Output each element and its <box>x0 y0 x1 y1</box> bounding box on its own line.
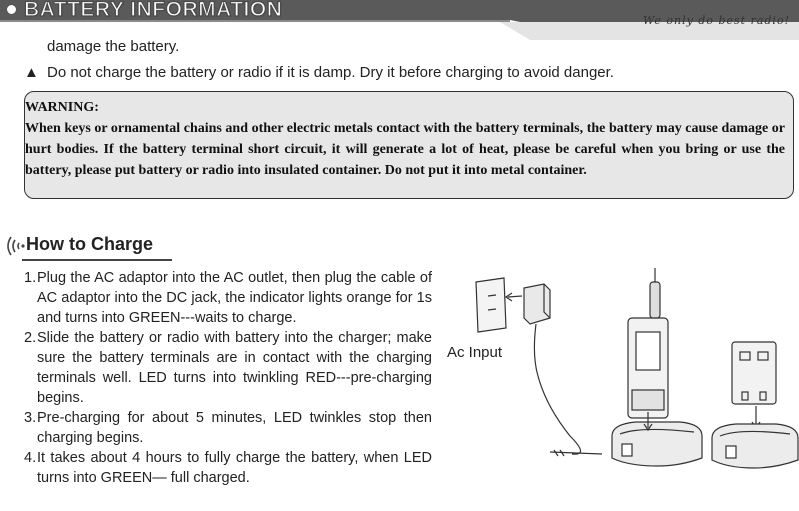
step-item <box>24 408 432 448</box>
continued-line: damage the battery. <box>47 38 180 55</box>
step-text: It takes about 4 hours to fully charge the battery, when LED turns into GREEN— full charged. <box>37 450 432 486</box>
header-bullet-icon <box>6 4 17 15</box>
step-item <box>24 268 432 328</box>
step-item <box>24 328 432 408</box>
bullet-text: Do not charge the battery or radio if it is damp. Dry it before charging to avoid danger. <box>47 64 614 81</box>
step-number: 3. <box>24 410 37 426</box>
warning-text <box>25 97 785 181</box>
step-number: 1. <box>24 270 37 286</box>
battery-icon <box>732 342 776 404</box>
section-rule <box>22 259 172 261</box>
signal-waves-icon <box>2 234 26 258</box>
step-text: Plug the AC adaptor into the AC outlet, then plug the cable of AC adaptor into the DC jack, the indicator lights orange for 1s and turns into GREEN---waits to charge. <box>37 270 432 326</box>
ac-input-label: Ac Input <box>447 344 503 361</box>
warning-heading: WARNING: <box>25 100 99 115</box>
charge-steps <box>24 268 432 488</box>
page-title: BATTERY INFORMATION <box>24 0 283 21</box>
step-item <box>24 448 432 488</box>
step-text: Slide the battery or radio with battery into the charger; make sure the battery terminals are in contact with the charging terminals well. LED turns into twinkling RED---pre-charging begins. <box>37 330 432 406</box>
charging-illustration <box>440 266 799 511</box>
wall-outlet-icon <box>476 278 506 332</box>
slogan: We only do best radio! <box>642 14 790 27</box>
charger-left-icon <box>612 422 702 466</box>
section-title-how-to-charge: How to Charge <box>26 234 154 254</box>
radio-icon <box>628 268 668 418</box>
charger-right-icon <box>712 424 798 468</box>
triangle-bullet-icon: ▲ <box>24 64 39 81</box>
ac-adapter-icon <box>524 284 581 454</box>
step-text: Pre-charging for about 5 minutes, LED twinkles stop then charging begins. <box>37 410 432 446</box>
step-number: 2. <box>24 330 37 346</box>
step-number: 4. <box>24 450 37 466</box>
warning-body: When keys or ornamental chains and other electric metals contact with the battery terminals, the battery may cause damage or hurt bodies. If the battery terminal short circuit, it will generate a lot of heat, please be careful when you bring or use the battery, please put battery or radio into insulated container. Do not put it into metal container. <box>25 121 785 178</box>
